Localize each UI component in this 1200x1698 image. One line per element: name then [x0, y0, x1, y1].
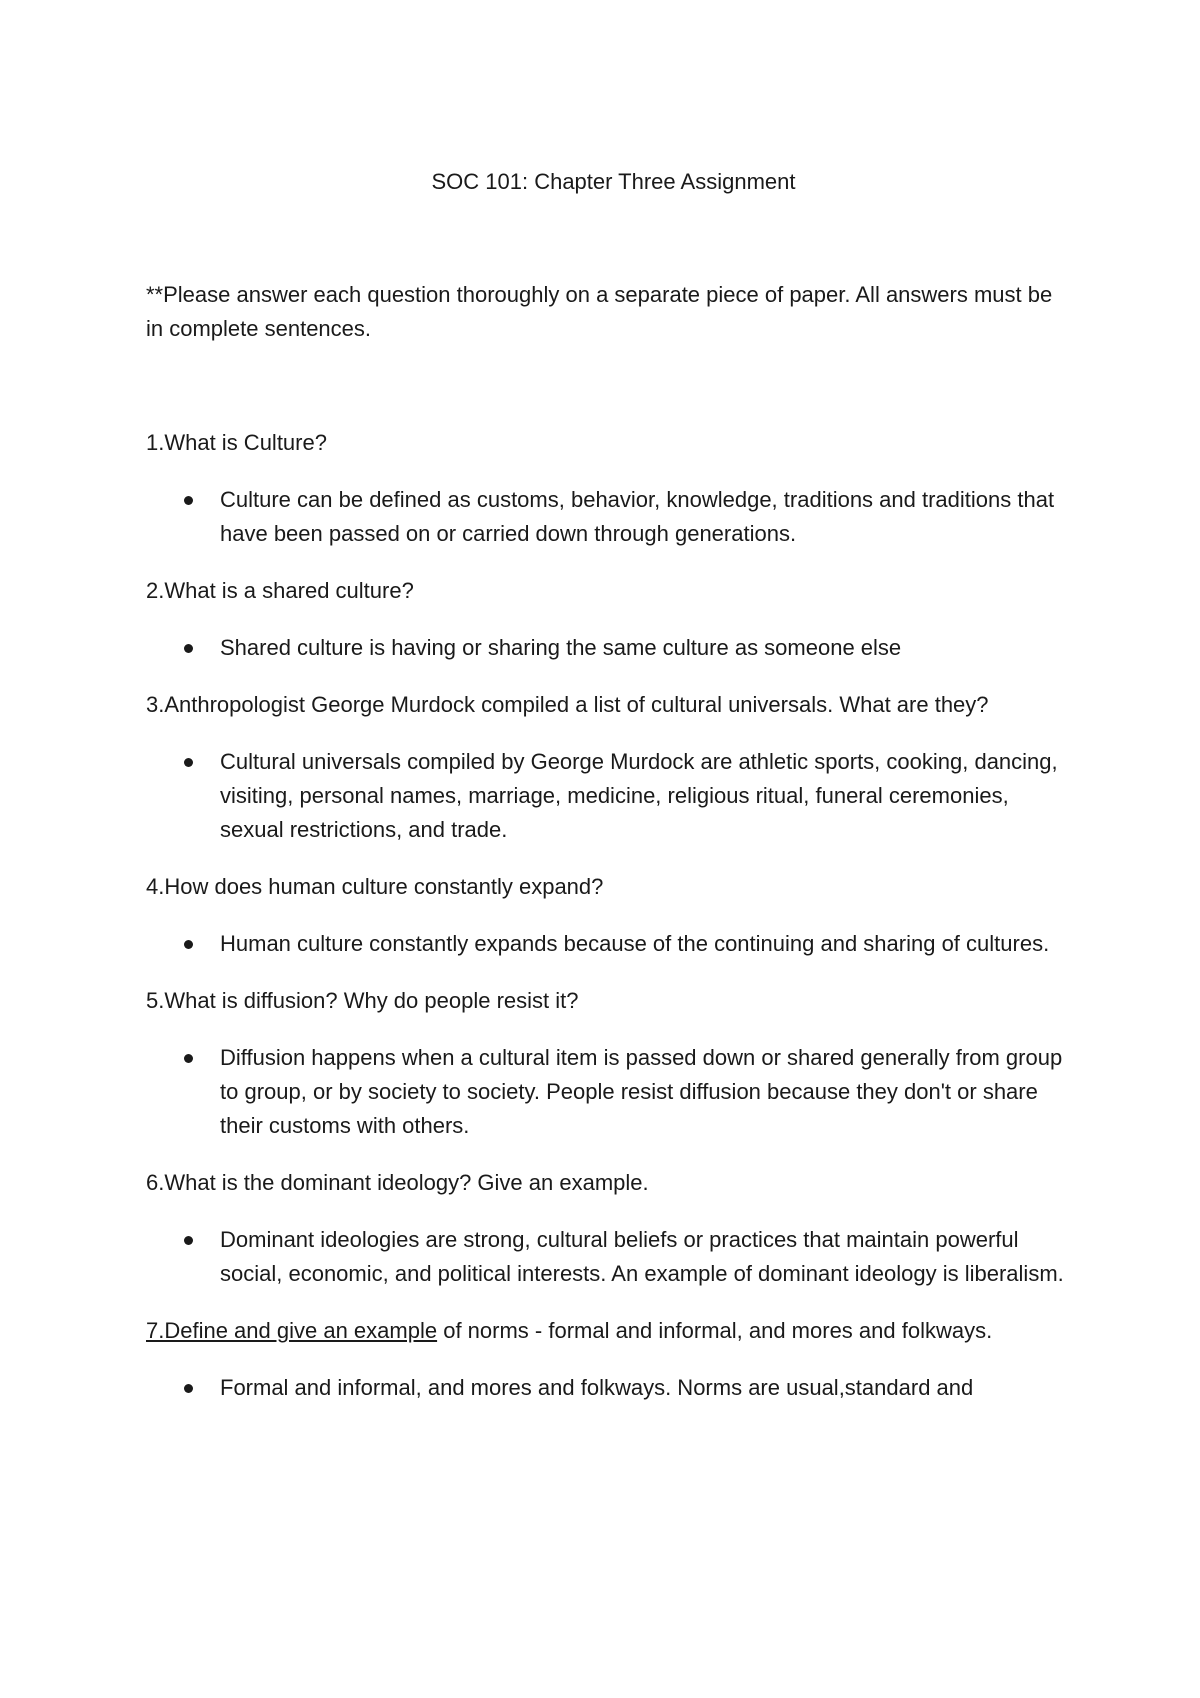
bullet-icon	[184, 496, 193, 505]
document-title: SOC 101: Chapter Three Assignment	[431, 169, 796, 194]
answer-3	[220, 745, 1071, 847]
question-7	[146, 1314, 1071, 1348]
answer-list-3	[146, 745, 1071, 847]
answer-5	[220, 1041, 1071, 1143]
answer-list-2	[146, 631, 1071, 665]
question-list	[146, 426, 1071, 1405]
bullet-icon	[184, 1054, 193, 1063]
question-6: 6.What is the dominant ideology? Give an example.	[146, 1170, 649, 1195]
answer-2	[220, 631, 1071, 665]
bullet-icon	[184, 644, 193, 653]
instructions-text: **Please answer each question thoroughly on a separate piece of paper. All answers must be in complete sentences.	[146, 282, 1053, 341]
bullet-icon	[184, 1384, 193, 1393]
answer-list-4	[146, 927, 1071, 961]
question-7-rest: of norms - formal and informal, and mores and folkways.	[437, 1318, 993, 1343]
answer-list-7	[146, 1371, 1071, 1405]
answer-list-1	[146, 483, 1071, 551]
answer-list-5	[146, 1041, 1071, 1143]
answer-6	[220, 1223, 1071, 1291]
answer-text: Formal and informal, and mores and folkways. Norms are usual,standard and	[220, 1375, 974, 1400]
question-5: 5.What is diffusion? Why do people resist it?	[146, 988, 579, 1013]
answer-list-6	[146, 1223, 1071, 1291]
question-4: 4.How does human culture constantly expand?	[146, 874, 604, 899]
answer-text: Diffusion happens when a cultural item is passed down or shared generally from group to group, or by society to society. People resist diffusion because they don't or share their customs with others.	[220, 1045, 1063, 1138]
answer-4	[220, 927, 1071, 961]
answer-1	[220, 483, 1071, 551]
answer-text: Human culture constantly expands because of the continuing and sharing of cultures.	[220, 931, 1050, 956]
answer-text: Cultural universals compiled by George Murdock are athletic sports, cooking, dancing, visiting, personal names, marriage, medicine, religious ritual, funeral ceremonies, sexual restrictions, and trade.	[220, 749, 1058, 842]
question-3: 3.Anthropologist George Murdock compiled a list of cultural universals. What are they?	[146, 692, 989, 717]
bullet-icon	[184, 940, 193, 949]
answer-text: Dominant ideologies are strong, cultural beliefs or practices that maintain powerful social, economic, and political interests. An example of dominant ideology is liberalism.	[220, 1227, 1064, 1286]
bullet-icon	[184, 758, 193, 767]
question-2: 2.What is a shared culture?	[146, 578, 414, 603]
bullet-icon	[184, 1236, 193, 1245]
answer-7	[220, 1371, 1071, 1405]
answer-text: Shared culture is having or sharing the same culture as someone else	[220, 635, 902, 660]
answer-text: Culture can be defined as customs, behavior, knowledge, traditions and traditions that have been passed on or carried down through generations.	[220, 487, 1055, 546]
question-7-underlined: 7.Define and give an example	[146, 1318, 438, 1343]
document-content	[146, 165, 1071, 1428]
question-1: 1.What is Culture?	[146, 430, 327, 455]
